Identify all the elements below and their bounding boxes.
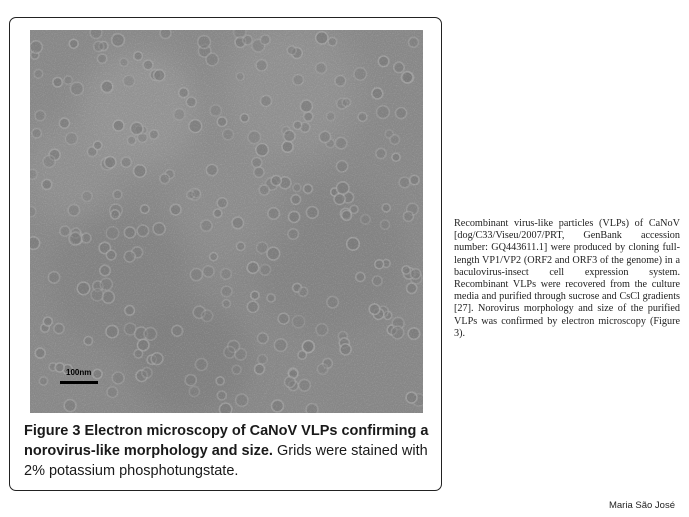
electron-micrograph [30, 30, 423, 413]
author-credit: Maria São José [608, 500, 675, 511]
caption-label: Figure 3 [24, 423, 81, 439]
scale-bar [60, 381, 98, 384]
caption-title: Electron microscopy of CaNoV VLPs confirming a norovirus-like morphology and size. [24, 423, 429, 459]
body-paragraph: Recombinant virus-like particles (VLPs) of CaNoV [dog/C33/Viseu/2007/PRT, GenBank accession number: GQ443611.1] were produced by cloning full-length VP1/VP2 (ORF2 and ORF3 of the genome) in a baculovirus-insect cell expression system. Recombinant VLPs were recovered from the culture media and purified through sucrose and CsCl gradients [27]. Norovirus morphology and size of the purified VLPs was confirmed by electron microscopy (Figure 3). [454, 218, 680, 339]
figure-caption [24, 421, 434, 481]
caption-text: Grids were stained with 2% potassium phosphotungstate. [24, 443, 428, 479]
figure-frame [9, 17, 442, 491]
scale-bar-label: 100nm [66, 368, 92, 377]
